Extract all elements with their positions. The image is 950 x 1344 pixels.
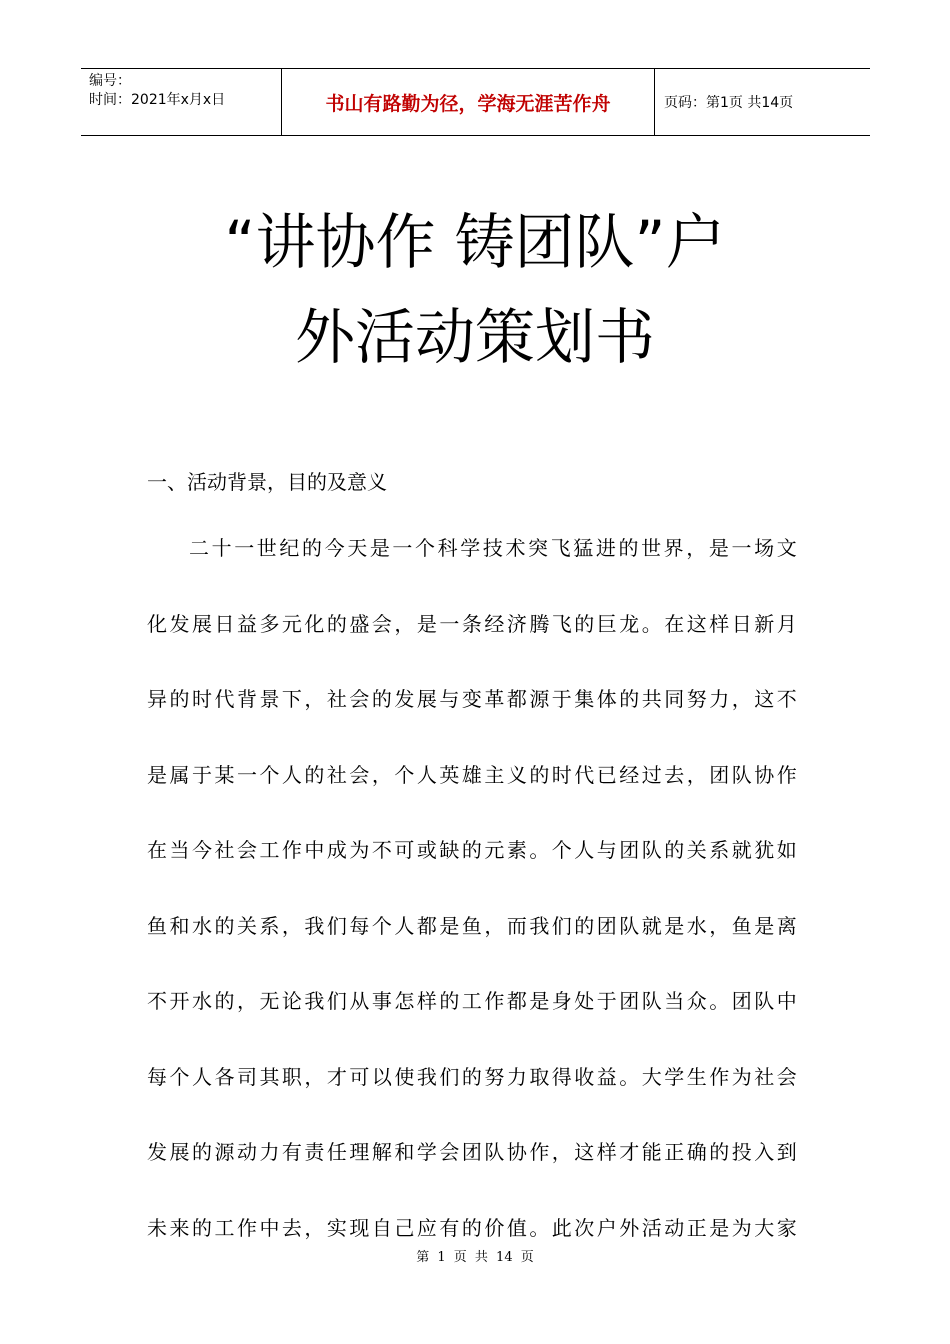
paragraph-line: 异的时代背景下，社会的发展与变革都源于集体的共同努力，这不 bbox=[147, 687, 797, 711]
paragraph-line: 不开水的，无论我们从事怎样的工作都是身处于团队当众。团队中 bbox=[147, 989, 797, 1013]
paragraph-line: 化发展日益多元化的盛会，是一条经济腾飞的巨龙。在这样日新月 bbox=[147, 611, 797, 636]
time-label: 时间：2021年x月x日 bbox=[89, 92, 226, 108]
title-line-2: 外活动策划书 bbox=[295, 303, 655, 373]
header-page-info: 页码：第1页 共14页 bbox=[664, 95, 794, 111]
paragraph-line: 是属于某一个人的社会，个人英雄主义的时代已经过去，团队协作 bbox=[147, 762, 797, 787]
number-label: 编号： bbox=[89, 73, 131, 89]
header-table bbox=[81, 68, 870, 136]
title-line-1: “讲协作 铸团队”户 bbox=[224, 208, 726, 278]
document-title bbox=[0, 196, 950, 386]
paragraph-line: 鱼和水的关系，我们每个人都是鱼，而我们的团队就是水，鱼是离 bbox=[147, 913, 797, 938]
paragraph-line: 发展的源动力有责任理解和学会团队协作，这样才能正确的投入到 bbox=[147, 1140, 797, 1164]
body-text bbox=[147, 461, 797, 1282]
paragraph-line: 在当今社会工作中成为不可或缺的元素。个人与团队的关系就犹如 bbox=[147, 838, 797, 862]
paragraph-line: 每个人各司其职，才可以使我们的努力取得收益。大学生作为社会 bbox=[147, 1064, 797, 1089]
page-footer: 第 1 页 共 14 页 bbox=[416, 1250, 534, 1265]
header-motto: 书山有路勤为径，学海无涯苦作舟 bbox=[281, 69, 655, 135]
paragraph-line: 未来的工作中去，实现自己应有的价值。此次户外活动正是为大家 bbox=[147, 1215, 797, 1240]
header-meta bbox=[81, 69, 281, 135]
section-heading: 一、活动背景，目的及意义 bbox=[147, 470, 387, 494]
paragraph-line: 二十一世纪的今天是一个科学技术突飞猛进的世界，是一场文 bbox=[189, 536, 797, 560]
